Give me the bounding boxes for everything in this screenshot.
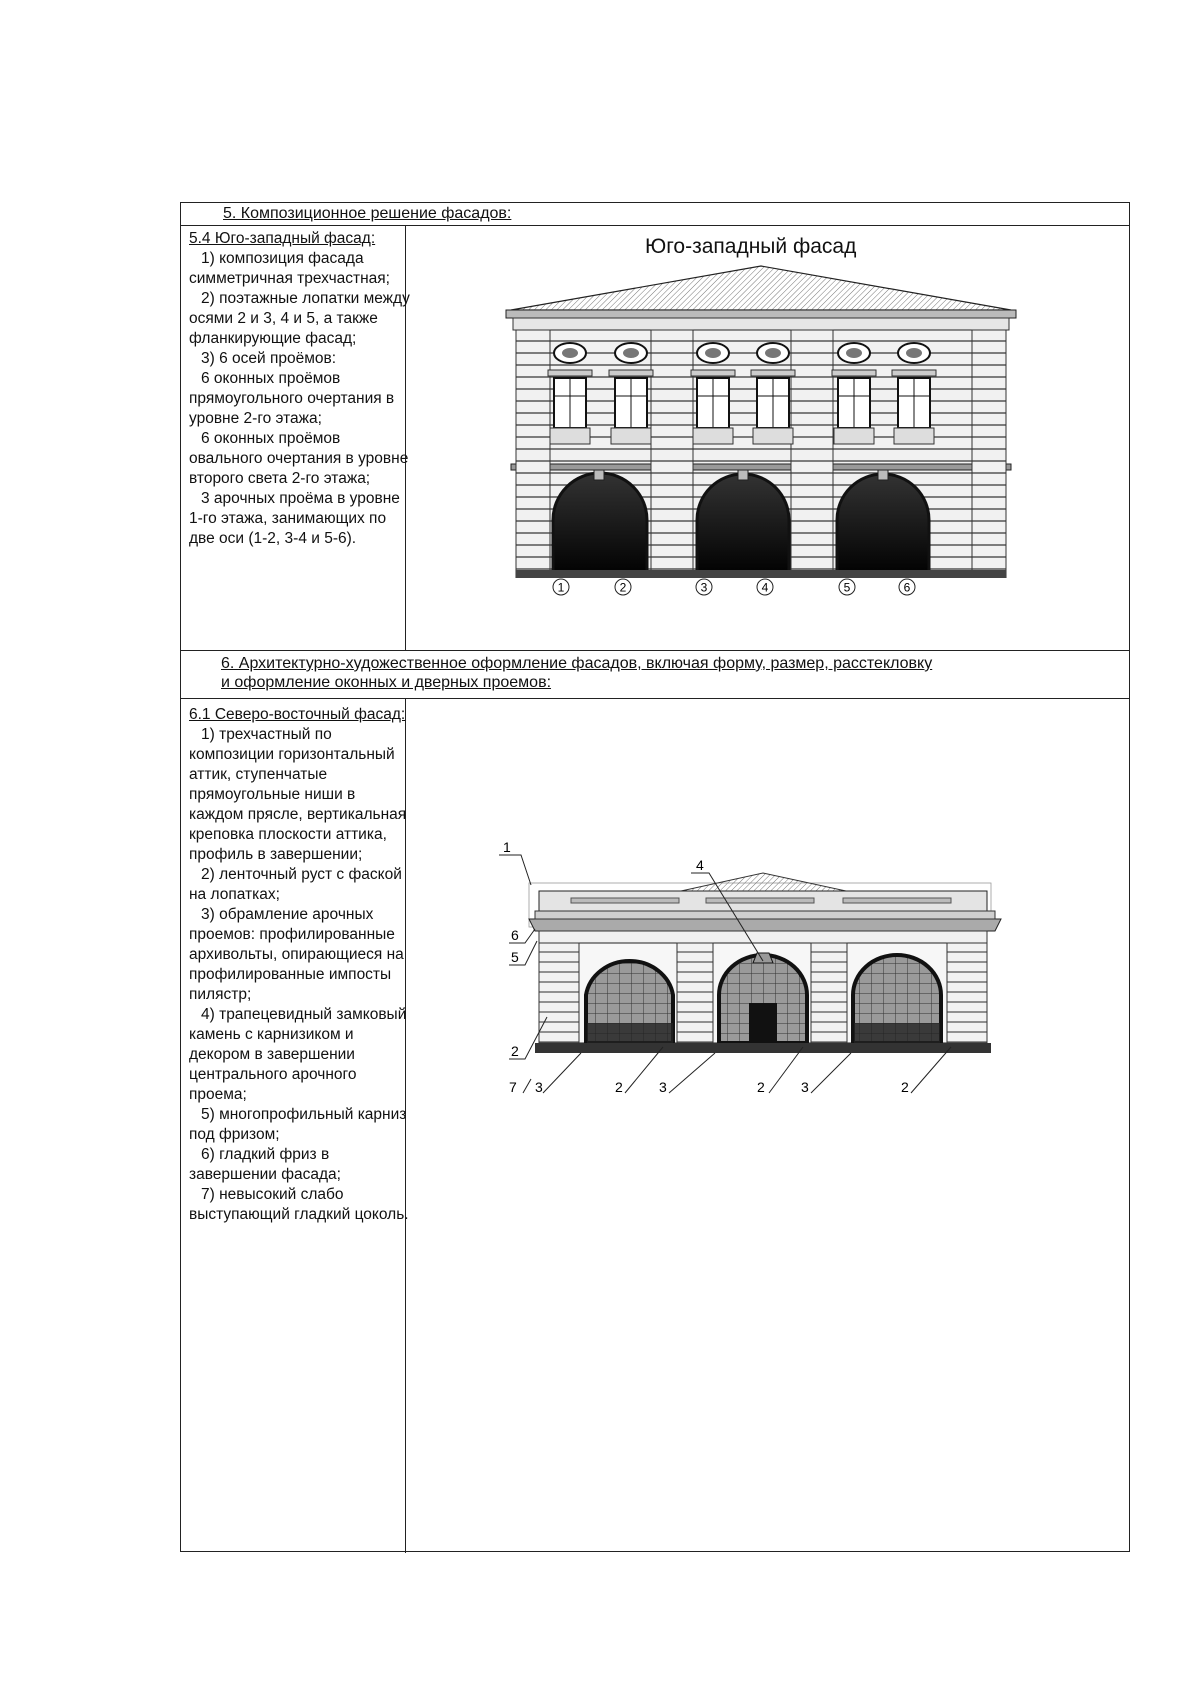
list-item: 3) 6 осей проёмов: — [201, 350, 337, 367]
axis-marker — [615, 579, 631, 595]
callout-2: 2 — [615, 1079, 623, 1095]
list-item: 2) поэтажные лопатки между осями 2 и 3, 4 и 5, а также фланкирующие фасад; — [189, 290, 410, 347]
axis-marker — [839, 579, 855, 595]
list-item: 1) композиция фасада симметричная трехчастная; — [189, 250, 390, 287]
list-item: 1) трехчастный по композиции горизонтальный аттик, ступенчатые прямоугольные ниши в каждом прясле, вертикальная креповка плоскости аттика, профиль в завершении; — [189, 726, 407, 863]
list-item: 3) обрамление арочных проемов: профилированные архивольты, опирающиеся на профилированные импосты пилястр; — [189, 906, 404, 1003]
axis-marker — [696, 579, 712, 595]
svg-text:5: 5 — [843, 580, 851, 595]
callout-3: 3 — [659, 1079, 667, 1095]
cornice — [506, 310, 1016, 318]
list-item: 7) невысокий слабо выступающий гладкий цоколь. — [189, 1186, 409, 1223]
section-5-cell-heading: 5.4 Юго-западный фасад: — [189, 230, 376, 247]
axis-marker — [899, 579, 915, 595]
figure-title: Юго-западный фасад — [645, 235, 857, 258]
callout-5: 5 — [511, 949, 519, 965]
pilaster — [947, 943, 987, 1043]
document-table — [180, 202, 1130, 1552]
svg-text:4: 4 — [761, 580, 769, 595]
callout-3: 3 — [535, 1079, 543, 1095]
pilaster — [539, 943, 579, 1043]
arch-opening — [837, 474, 929, 578]
section-6-title: 6. Архитектурно-художественное оформление фасадов, включая форму, размер, расстекловку — [221, 655, 933, 672]
list-item: 6 оконных проёмов прямоугольного очертания в уровне 2-го этажа; — [189, 370, 395, 427]
northeast-facade-drawing — [451, 803, 1011, 1103]
section-6-title-continued: и оформление оконных и дверных проемов: — [221, 674, 552, 691]
row-divider — [181, 650, 1129, 651]
arches — [553, 470, 929, 578]
row-divider — [181, 698, 1129, 699]
section-6-description — [189, 705, 411, 1225]
section-5-description — [189, 229, 411, 549]
pilaster — [651, 330, 693, 578]
roof — [681, 873, 846, 891]
pilaster — [811, 943, 847, 1043]
svg-text:3: 3 — [700, 580, 708, 595]
list-item: 5) многопрофильный карниз под фризом; — [189, 1106, 407, 1143]
pilaster — [677, 943, 713, 1043]
keystone — [753, 953, 773, 963]
row-divider — [181, 225, 1129, 226]
section-5-title: 5. Композиционное решение фасадов: — [223, 205, 512, 222]
callout-7: 7 — [509, 1079, 517, 1095]
axis-marker — [757, 579, 773, 595]
section-6-cell-heading: 6.1 Северо-восточный фасад: — [189, 706, 406, 723]
svg-text:6: 6 — [903, 580, 911, 595]
callout-2: 2 — [757, 1079, 765, 1095]
arch-opening — [553, 473, 647, 578]
axis-markers — [551, 576, 971, 598]
roof — [511, 266, 1011, 310]
list-item: 4) трапецевидный замковый камень с карнизиком и декором в завершении центрального арочного проема; — [189, 1006, 407, 1103]
central-door — [749, 1003, 777, 1043]
list-item: 2) ленточный руст с фаской на лопатках; — [189, 866, 402, 903]
list-item: 6) гладкий фриз в завершении фасада; — [189, 1146, 341, 1183]
pilaster — [516, 330, 550, 578]
axis-marker — [553, 579, 569, 595]
cornice — [529, 919, 1001, 931]
list-item: 3 арочных проёма в уровне 1-го этажа, занимающих по две оси (1-2, 3-4 и 5-6). — [189, 490, 400, 547]
pilaster — [972, 330, 1006, 578]
pilaster — [791, 330, 833, 578]
frieze — [539, 931, 987, 943]
callout-3: 3 — [801, 1079, 809, 1095]
callout-6: 6 — [511, 927, 519, 943]
callout-4: 4 — [696, 857, 704, 873]
arch-opening — [697, 474, 789, 578]
callout-2: 2 — [901, 1079, 909, 1095]
svg-text:2: 2 — [619, 580, 627, 595]
svg-text:1: 1 — [557, 580, 565, 595]
list-item: 6 оконных проёмов овального очертания в уровне второго света 2-го этажа; — [189, 430, 409, 487]
interfloor-cornice — [511, 464, 1011, 470]
callout-1: 1 — [503, 839, 511, 855]
southwest-facade-drawing — [501, 258, 1021, 578]
callout-2: 2 — [511, 1043, 519, 1059]
plinth — [535, 1043, 991, 1053]
